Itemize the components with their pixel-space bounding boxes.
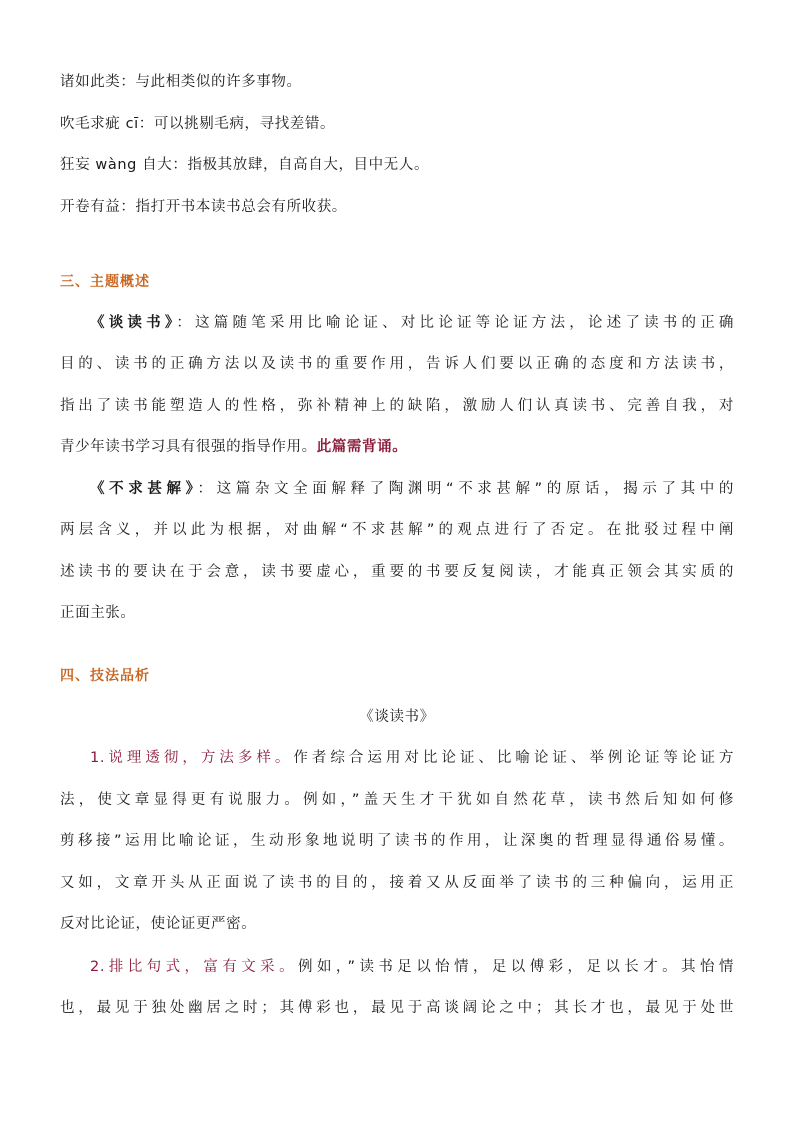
paragraph-line: 正面主张。	[60, 605, 136, 621]
paragraph-line: 又如，文章开头从正面说了读书的目的，接着又从反面举了读书的三种偏向，运用正	[60, 875, 734, 891]
paragraph-line	[90, 479, 734, 499]
text-run: 例如，”读书足以怡情，足以傅彩，足以长才。其怡情	[298, 959, 734, 975]
text-run: 青少年读书学习具有很强的指导作用。	[60, 439, 317, 455]
paragraph-line: 指出了读书能塑造人的性格，弥补精神上的缺陷，激励人们认真读书、完善自我，对	[60, 398, 734, 414]
vocab-item: 诸如此类：与此相类似的许多事物。	[60, 74, 302, 90]
paragraph-line: 反对比论证，使论证更严密。	[60, 916, 257, 932]
paragraph-line: 目的、读书的正确方法以及读书的重要作用，告诉人们要以正确的态度和方法读书，	[60, 356, 734, 372]
vocab-item: 狂妄 wàng 自大：指极其放肆，自高自大，目中无人。	[60, 157, 430, 173]
paragraph-line	[90, 313, 734, 333]
paragraph-line: 法，使文章显得更有说服力。例如，”盖天生才干犹如自然花草，读书然后知如何修	[60, 792, 734, 808]
paragraph-line: 述读书的要诀在于会意，读书要虚心，重要的书要反复阅读，才能真正领会其实质的	[60, 564, 734, 580]
paragraph-line	[90, 957, 734, 977]
paragraph-line	[90, 748, 734, 768]
paragraph-line	[60, 437, 734, 457]
recite-note: 此篇需背诵。	[316, 439, 408, 455]
paragraph-line: 也，最见于独处幽居之时；其傅彩也，最见于高谈阔论之中；其长才也，最见于处世	[60, 1000, 734, 1016]
section-heading-technique: 四、技法品析	[60, 668, 150, 684]
section-heading-theme: 三、主题概述	[60, 274, 150, 290]
paragraph-line: 两层含义，并以此为根据，对曲解“不求甚解”的观点进行了否定。在批驳过程中阐	[60, 522, 734, 538]
point-lead: 2.排比句式，富有文采。	[90, 959, 299, 975]
subsection-title: 《谈读书》	[359, 709, 435, 725]
vocab-item: 吹毛求疵 cī：可以挑剔毛病，寻找差错。	[60, 116, 336, 132]
text-run: ：这篇随笔采用比喻论证、对比论证等论证方法，论述了读书的正确	[176, 315, 735, 331]
vocab-item: 开卷有益：指打开书本读书总会有所收获。	[60, 199, 347, 215]
text-run: ：这篇杂文全面解释了陶渊明“不求甚解”的原话，揭示了其中的	[197, 481, 734, 497]
book-title: 《不求甚解》	[90, 481, 198, 497]
text-run: 作者综合运用对比论证、比喻论证、举例论证等论证方	[293, 750, 734, 766]
book-title: 《谈读书》	[90, 315, 177, 331]
paragraph-line: 剪移接”运用比喻论证，生动形象地说明了读书的作用，让深奥的哲理显得通俗易懂。	[60, 833, 734, 849]
point-lead: 1.说理透彻，方法多样。	[90, 750, 294, 766]
